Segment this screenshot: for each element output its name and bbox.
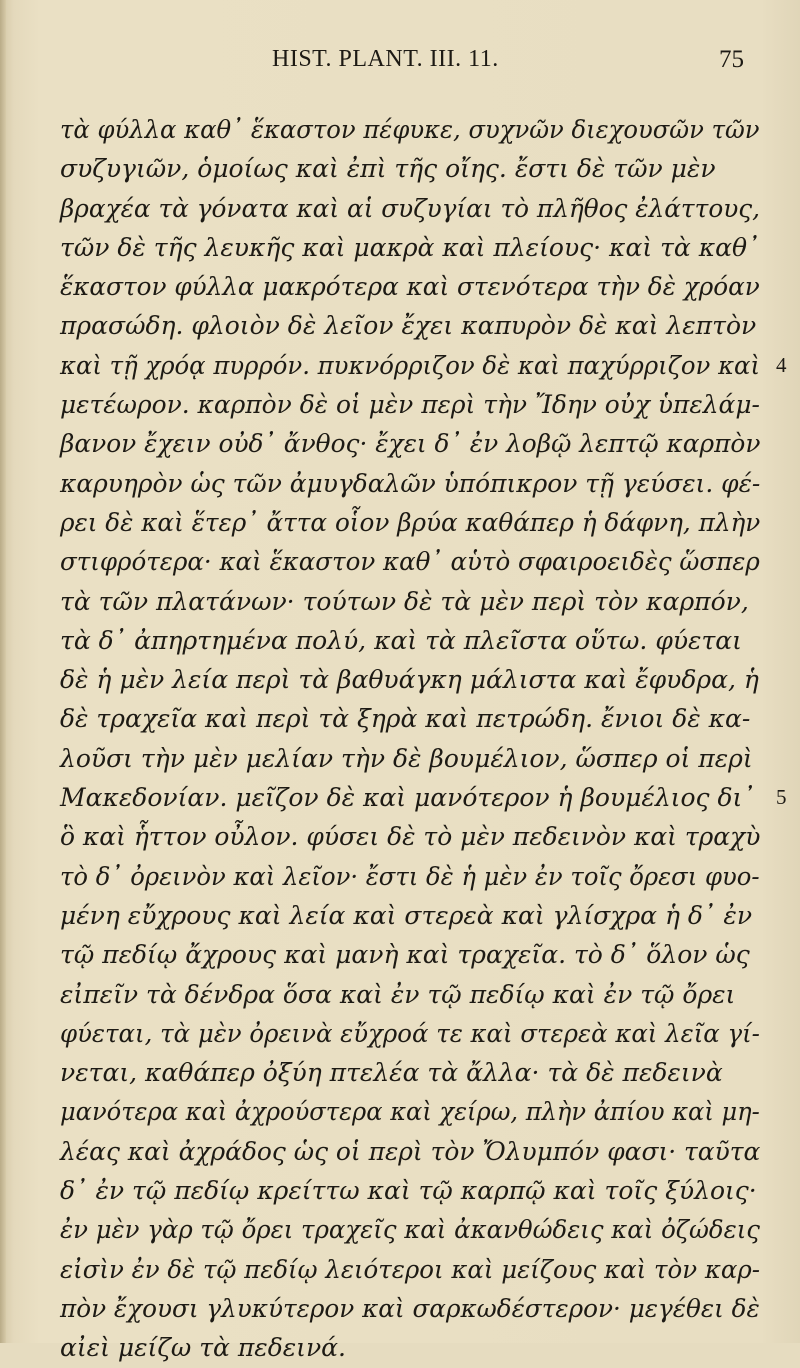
line-text: μετέωρον. καρπὸν δὲ οἱ μὲν περὶ τὴν Ἴδην οὐχ ὑπελάμ- <box>60 390 760 420</box>
text-line <box>60 778 787 817</box>
text-line <box>60 896 760 935</box>
line-text: ὃ καὶ ἧττον οὖλον. φύσει δὲ τὸ μὲν πεδεινὸν καὶ τραχὺ <box>60 822 761 852</box>
text-line <box>60 1289 760 1328</box>
page-header <box>0 46 800 82</box>
text-line <box>60 582 760 621</box>
section-number: 5 <box>776 785 787 810</box>
line-text: εἰπεῖν τὰ δένδρα ὅσα καὶ ἐν τῷ πεδίῳ καὶ ἐν τῷ ὄρει <box>60 979 736 1009</box>
text-line <box>60 542 760 581</box>
text-line <box>60 1210 760 1249</box>
page-spine-shadow <box>0 0 6 1343</box>
text-line <box>60 1132 760 1171</box>
line-text: τῶν δὲ τῆς λευκῆς καὶ μακρὰ καὶ πλείους· καὶ τὰ καθ᾽ <box>60 232 760 262</box>
text-line <box>60 267 760 306</box>
line-text: δὲ ἡ μὲν λεία περὶ τὰ βαθυάγκη μάλιστα καὶ ἔφυδρα, ἡ <box>60 665 759 695</box>
line-text: δ᾽ ἐν τῷ πεδίῳ κρείττω καὶ τῷ καρπῷ καὶ τοῖς ξύλοις· <box>60 1176 757 1206</box>
text-line <box>60 817 760 856</box>
text-line <box>60 1171 760 1210</box>
text-line <box>60 385 760 424</box>
text-line <box>60 857 760 896</box>
line-text: στιφρότερα· καὶ ἕκαστον καθ᾽ αὑτὸ σφαιροειδὲς ὥσπερ <box>60 547 760 577</box>
text-line <box>60 1053 760 1092</box>
section-number: 4 <box>776 352 787 377</box>
line-text: συζυγιῶν, ὁμοίως καὶ ἐπὶ τῆς οἴης. ἔστι δὲ τῶν μὲν <box>60 154 716 184</box>
line-text: τὰ τῶν πλατάνων· τούτων δὲ τὰ μὲν περὶ τὸν καρπόν, <box>60 586 749 616</box>
text-line <box>60 424 760 463</box>
line-text: εἰσὶν ἐν δὲ τῷ πεδίῳ λειότεροι καὶ μείζους καὶ τὸν καρ- <box>60 1254 761 1284</box>
line-text: αἰεὶ μείζω τὰ πεδεινά. <box>60 1333 346 1363</box>
line-text: καρυηρὸν ὡς τῶν ἀμυγδαλῶν ὑπόπικρον τῇ γεύσει. φέ- <box>60 468 761 498</box>
text-line <box>60 346 787 385</box>
text-line <box>60 1328 760 1367</box>
line-text: τῷ πεδίῳ ἄχρους καὶ μανὴ καὶ τραχεῖα. τὸ δ᾽ ὅλον ὡς <box>60 940 750 970</box>
text-line <box>60 1014 760 1053</box>
line-text: Μακεδονίαν. μεῖζον δὲ καὶ μανότερον ἡ βουμέλιος δι᾽ <box>60 783 755 813</box>
line-text: πὸν ἔχουσι γλυκύτερον καὶ σαρκωδέστερον· μεγέθει δὲ <box>60 1293 760 1323</box>
line-text: ἐν μὲν γὰρ τῷ ὄρει τραχεῖς καὶ ἀκανθώδεις καὶ ὀζώδεις <box>60 1215 760 1245</box>
line-text: δὲ τραχεῖα καὶ περὶ τὰ ξηρὰ καὶ πετρώδη. ἔνιοι δὲ κα- <box>60 704 751 734</box>
text-line <box>60 189 760 228</box>
text-line <box>60 621 760 660</box>
text-line <box>60 110 760 149</box>
text-line <box>60 935 760 974</box>
greek-text-body <box>60 110 787 1368</box>
line-text: βραχέα τὰ γόνατα καὶ αἱ συζυγίαι τὸ πλῆθος ἐλάττους, <box>60 193 761 223</box>
line-text: μανότερα καὶ ἀχρούστερα καὶ χείρω, πλὴν ἀπίου καὶ μη- <box>60 1097 760 1127</box>
text-line <box>60 1092 760 1131</box>
text-line <box>60 503 760 542</box>
running-head: HIST. PLANT. III. 11. <box>272 46 499 72</box>
line-text: φύεται, τὰ μὲν ὀρεινὰ εὔχροά τε καὶ στερεὰ καὶ λεῖα γί- <box>60 1018 760 1048</box>
text-line <box>60 975 760 1014</box>
line-text: λέας καὶ ἀχράδος ὡς οἱ περὶ τὸν Ὄλυμπόν φασι· ταῦτα <box>60 1136 761 1166</box>
line-text: λοῦσι τὴν μὲν μελίαν τὴν δὲ βουμέλιον, ὥσπερ οἱ περὶ <box>60 743 753 773</box>
text-line <box>60 660 760 699</box>
line-text: ρει δὲ καὶ ἕτερ᾽ ἄττα οἷον βρύα καθάπερ ἡ δάφνη, πλὴν <box>60 507 761 537</box>
line-text: ἕκαστον φύλλα μακρότερα καὶ στενότερα τὴν δὲ χρόαν <box>60 272 760 302</box>
line-text: πρασώδη. φλοιὸν δὲ λεῖον ἔχει καπυρὸν δὲ καὶ λεπτὸν <box>60 311 757 341</box>
line-text: μένη εὔχρους καὶ λεία καὶ στερεὰ καὶ γλίσχρα ἡ δ᾽ ἐν <box>60 900 753 930</box>
text-line <box>60 228 760 267</box>
text-line <box>60 464 760 503</box>
text-line <box>60 699 760 738</box>
text-line <box>60 149 760 188</box>
line-text: τὸ δ᾽ ὀρεινὸν καὶ λεῖον· ἔστι δὲ ἡ μὲν ἐν τοῖς ὄρεσι φυο- <box>60 861 760 891</box>
text-line <box>60 739 760 778</box>
line-text: τὰ φύλλα καθ᾽ ἕκαστον πέφυκε, συχνῶν διεχουσῶν τῶν <box>60 115 760 144</box>
line-text: καὶ τῇ χρόᾳ πυρρόν. πυκνόρριζον δὲ καὶ παχύρριζον καὶ <box>60 350 761 380</box>
text-line <box>60 1250 760 1289</box>
line-text: τὰ δ᾽ ἀπηρτημένα πολύ, καὶ τὰ πλεῖστα οὕτω. φύεται <box>60 625 742 655</box>
text-line <box>60 306 760 345</box>
line-text: βανον ἔχειν οὐδ᾽ ἄνθος· ἔχει δ᾽ ἐν λοβῷ λεπτῷ καρπὸν <box>60 429 761 459</box>
line-text: νεται, καθάπερ ὀξύη πτελέα τὰ ἄλλα· τὰ δὲ πεδεινὰ <box>60 1058 723 1088</box>
page-number: 75 <box>719 46 744 73</box>
